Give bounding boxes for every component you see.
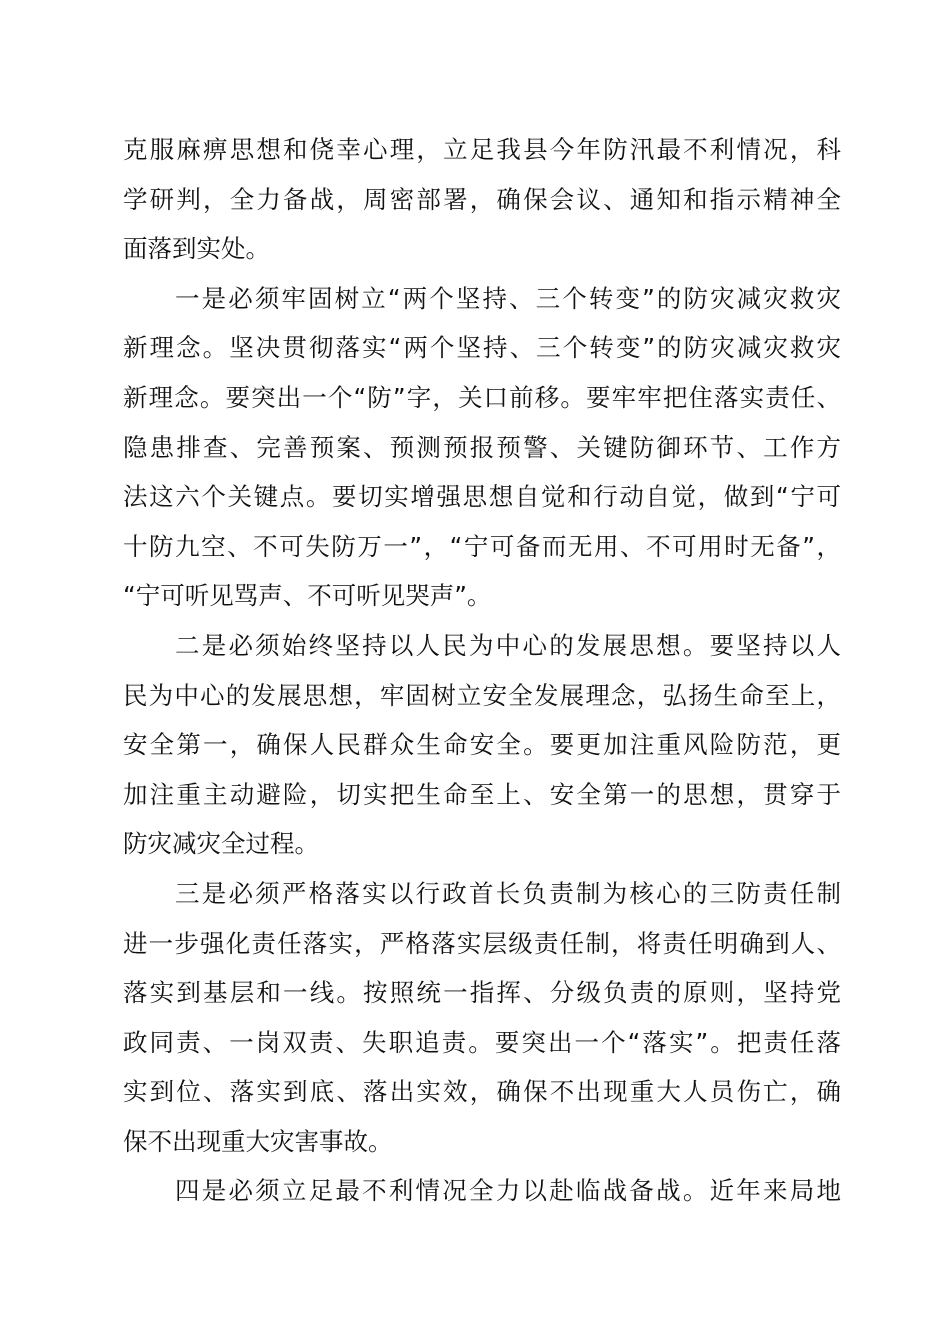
text-line: 落实到基层和一线。按照统一指挥、分级负责的原则，坚持党	[123, 978, 841, 1008]
text-line: 法这六个关键点。要切实增强思想自觉和行动自觉，做到“宁可	[123, 482, 841, 512]
text-line: 四是必须立足最不利情况全力以赴临战备战。近年来局地	[175, 1176, 841, 1206]
text-line: 三是必须严格落实以行政首长负责制为核心的三防责任制	[175, 878, 841, 908]
text-line: 二是必须始终坚持以人民为中心的发展思想。要坚持以人	[175, 630, 841, 660]
text-line: 隐患排查、完善预案、预测预报预警、关键防御环节、工作方	[123, 432, 841, 462]
text-line: 新理念。要突出一个“防”字，关口前移。要牢牢把住落实责任、	[123, 382, 841, 412]
paragraph-point-four	[123, 1166, 853, 1216]
text-line: 安全第一，确保人民群众生命安全。要更加注重风险防范，更	[123, 730, 841, 760]
paragraph-point-two	[123, 621, 853, 869]
text-line: 民为中心的发展思想，牢固树立安全发展理念，弘扬生命至上，	[123, 680, 841, 710]
text-line: “宁可听见骂声、不可听见哭声”。	[123, 581, 492, 611]
document-page	[123, 125, 853, 1216]
paragraph-point-one	[123, 274, 853, 621]
text-line: 加注重主动避险，切实把生命至上、安全第一的思想，贯穿于	[123, 779, 841, 809]
text-line: 进一步强化责任落实，严格落实层级责任制，将责任明确到人、	[123, 928, 841, 958]
text-line: 一是必须牢固树立“两个坚持、三个转变”的防灾减灾救灾	[175, 283, 841, 313]
text-line: 防灾减灾全过程。	[123, 829, 319, 859]
text-line: 政同责、一岗双责、失职追责。要突出一个“落实”。把责任落	[123, 1027, 841, 1057]
paragraph-point-three	[123, 869, 853, 1167]
text-line: 十防九空、不可失防万一”，“宁可备而无用、不可用时无备”，	[123, 531, 841, 561]
text-line: 实到位、落实到底、落出实效，确保不出现重大人员伤亡，确	[123, 1077, 841, 1107]
text-line: 面落到实处。	[123, 234, 270, 264]
text-line: 新理念。坚决贯彻落实“两个坚持、三个转变”的防灾减灾救灾	[123, 333, 841, 363]
text-line: 学研判，全力备战，周密部署，确保会议、通知和指示精神全	[123, 184, 841, 214]
text-line: 保不出现重大灾害事故。	[123, 1126, 393, 1156]
text-line: 克服麻痹思想和侥幸心理，立足我县今年防汛最不利情况，科	[123, 135, 841, 164]
paragraph-continuation	[123, 125, 853, 274]
